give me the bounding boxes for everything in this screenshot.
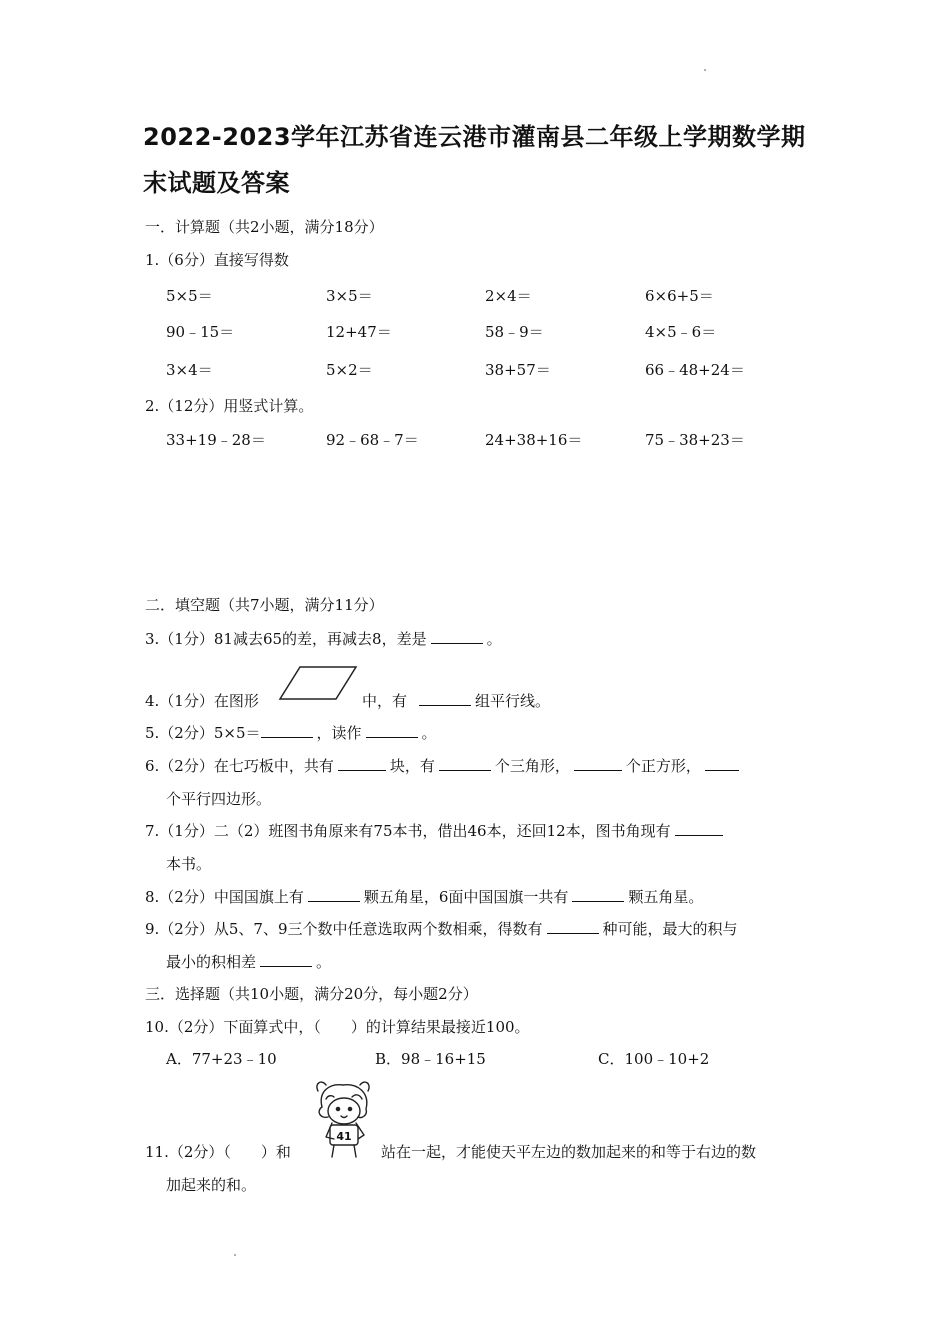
q2-item: 33+19﹣28＝ bbox=[166, 431, 266, 449]
q6-text-b: 块，有 bbox=[389, 757, 435, 775]
cartoon-figure-icon bbox=[308, 1077, 378, 1161]
q3-text: 3.（1分）81减去65的差，再减去8，差是 bbox=[145, 630, 427, 648]
q11-text-a: 11.（2分）（ ）和 bbox=[145, 1143, 291, 1161]
scan-speck bbox=[234, 1254, 236, 1256]
q4-text-a: 4.（1分）在图形 bbox=[145, 692, 259, 710]
option-b[interactable]: B．98﹣16+15 bbox=[375, 1050, 486, 1068]
q9-text-b: 种可能，最大的积与 bbox=[602, 920, 738, 938]
answer-blank[interactable] bbox=[547, 932, 599, 934]
q1-item: 58﹣9＝ bbox=[485, 323, 544, 341]
answer-blank[interactable] bbox=[431, 642, 483, 644]
question-4 bbox=[145, 690, 259, 711]
q1-item: 3×4＝ bbox=[166, 361, 213, 379]
q7-text-a: 7.（1分）二（2）班图书角原来有75本书，借出46本，还回12本，图书角现有 bbox=[145, 822, 671, 840]
q1-item: 90﹣15＝ bbox=[166, 323, 235, 341]
parallelogram-figure bbox=[278, 665, 358, 701]
question-2-label: 2.（12分）用竖式计算。 bbox=[145, 397, 314, 415]
answer-blank[interactable] bbox=[439, 769, 491, 771]
answer-blank[interactable] bbox=[572, 900, 624, 902]
q2-item: 75﹣38+23＝ bbox=[645, 431, 745, 449]
answer-blank[interactable] bbox=[574, 769, 622, 771]
question-4-cont bbox=[362, 690, 550, 711]
answer-blank[interactable] bbox=[308, 900, 360, 902]
q8-text-a: 8.（2分）中国国旗上有 bbox=[145, 888, 304, 906]
question-7-cont: 本书。 bbox=[166, 855, 212, 873]
scan-speck bbox=[704, 69, 706, 71]
question-8 bbox=[145, 886, 703, 907]
figure-number-label: 41 bbox=[336, 1130, 352, 1143]
section-heading-choice: 三．选择题（共10小题，满分20分，每小题2分） bbox=[145, 985, 478, 1003]
question-1-label: 1.（6分）直接写得数 bbox=[145, 251, 289, 269]
q6-text-a: 6.（2分）在七巧板中，共有 bbox=[145, 757, 334, 775]
q2-item: 92﹣68﹣7＝ bbox=[326, 431, 419, 449]
answer-blank[interactable] bbox=[366, 736, 418, 738]
question-9-cont bbox=[166, 951, 331, 972]
q8-text-b: 颗五角星，6面中国国旗一共有 bbox=[363, 888, 569, 906]
answer-blank[interactable] bbox=[260, 965, 312, 967]
q1-item: 5×2＝ bbox=[326, 361, 373, 379]
question-11-cont-1: 站在一起，才能使天平左边的数加起来的和等于右边的数 bbox=[381, 1143, 757, 1161]
q9-text-a: 9.（2分）从5、7、9三个数中任意选取两个数相乘，得数有 bbox=[145, 920, 543, 938]
question-7 bbox=[145, 820, 727, 841]
answer-blank[interactable] bbox=[705, 769, 739, 771]
q5-text-b: ，读作 bbox=[316, 724, 362, 742]
q1-item: 6×6+5＝ bbox=[645, 287, 714, 305]
option-c[interactable]: C．100﹣10+2 bbox=[598, 1050, 710, 1068]
q9-text-c: 最小的积相差 bbox=[166, 953, 257, 971]
question-3 bbox=[145, 628, 502, 649]
q1-item: 12+47＝ bbox=[326, 323, 392, 341]
q1-item: 2×4＝ bbox=[485, 287, 532, 305]
q6-text-c: 个三角形， bbox=[494, 757, 570, 775]
q3-end: 。 bbox=[486, 630, 502, 648]
q2-item: 24+38+16＝ bbox=[485, 431, 583, 449]
answer-blank[interactable] bbox=[338, 769, 386, 771]
question-5 bbox=[145, 722, 437, 743]
q4-text-c: 组平行线。 bbox=[475, 692, 551, 710]
q4-text-b: 中，有 bbox=[362, 692, 408, 710]
q9-text-d: 。 bbox=[316, 953, 332, 971]
answer-blank[interactable] bbox=[419, 704, 471, 706]
answer-blank[interactable] bbox=[261, 736, 313, 738]
q6-text-d: 个正方形， bbox=[625, 757, 701, 775]
q1-item: 38+57＝ bbox=[485, 361, 551, 379]
q8-text-c: 颗五角星。 bbox=[628, 888, 704, 906]
question-11 bbox=[145, 1141, 291, 1162]
question-10-label: 10.（2分）下面算式中，（ ）的计算结果最接近100。 bbox=[145, 1018, 530, 1036]
answer-blank[interactable] bbox=[675, 834, 723, 836]
q1-item: 66﹣48+24＝ bbox=[645, 361, 745, 379]
question-6 bbox=[145, 755, 743, 776]
option-a[interactable]: A．77+23﹣10 bbox=[166, 1050, 277, 1068]
question-9 bbox=[145, 918, 738, 939]
question-6-cont: 个平行四边形。 bbox=[166, 790, 272, 808]
question-11-cont-2: 加起来的和。 bbox=[166, 1176, 257, 1194]
section-heading-calculation: 一．计算题（共2小题，满分18分） bbox=[145, 218, 384, 236]
q1-item: 4×5﹣6＝ bbox=[645, 323, 717, 341]
q1-item: 5×5＝ bbox=[166, 287, 213, 305]
q1-item: 3×5＝ bbox=[326, 287, 373, 305]
section-heading-fill-in: 二．填空题（共7小题，满分11分） bbox=[145, 596, 384, 614]
q5-text-c: 。 bbox=[421, 724, 437, 742]
q5-text-a: 5.（2分）5×5＝ bbox=[145, 724, 261, 742]
page-title: 2022-2023学年江苏省连云港市灌南县二年级上学期数学期末试题及答案 bbox=[143, 123, 806, 197]
